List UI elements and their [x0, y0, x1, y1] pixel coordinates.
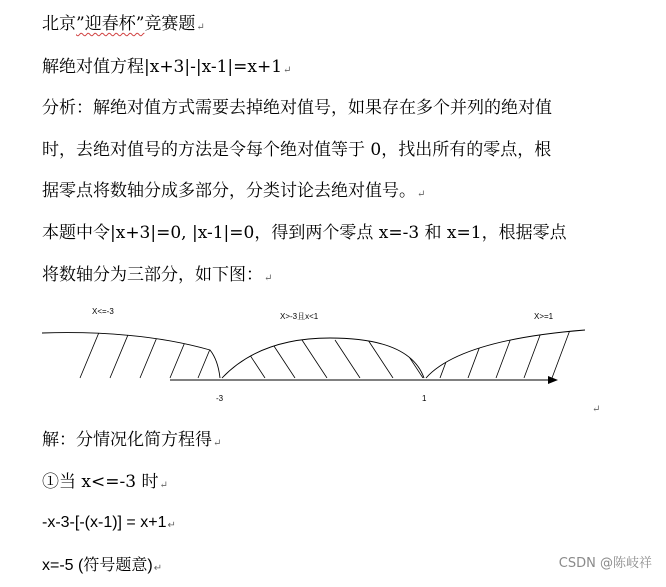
analysis-line-1: 分析：解绝对值方式需要去掉绝对值号，如果存在多个并列的绝对值: [42, 98, 552, 118]
document-title: [42, 14, 205, 37]
analysis-line-2: 时，去绝对值号的方法是令每个绝对值等于 0，找出所有的零点，根: [42, 140, 552, 160]
title-part-contest: 竞赛题: [144, 14, 196, 34]
zeros-line-1: 本题中令|x+3|=0, |x-1|=0，得到两个零点 x=-3 和 x=1，根据零点: [42, 223, 567, 243]
paragraph-mark-icon: ↵: [167, 520, 176, 531]
solution-case-1: [42, 472, 168, 495]
title-part-quoted: ”迎春杯”: [76, 14, 145, 34]
solution-equation-text: -x-3-[-(x-1)] = x+1: [42, 514, 167, 531]
paragraph-mark-icon: ↵: [283, 65, 292, 76]
problem-text: 解绝对值方程|x+3|-|x-1|=x+1: [42, 57, 283, 77]
number-line-diagram: [40, 300, 610, 410]
axis-arrow-icon: [548, 376, 558, 384]
region-middle-label: X>-3且x<1: [280, 312, 319, 321]
solution-equation: [42, 513, 176, 535]
problem-statement: [42, 57, 291, 80]
paragraph-mark-icon: ↵: [417, 189, 426, 200]
paragraph-mark-icon: ↵: [592, 404, 601, 415]
region-left-curve: [42, 333, 220, 378]
zeros-line-2-text: 将数轴分为三部分，如下图：: [42, 265, 263, 285]
region-left-label: X<=-3: [92, 307, 114, 316]
analysis-line-3-text: 据零点将数轴分成多部分，分类讨论去绝对值号。: [42, 181, 416, 201]
region-right-hatching: [440, 330, 570, 378]
zeros-line-2: [42, 265, 272, 288]
solution-result-text: x=-5 (符号题意): [42, 557, 153, 574]
solution-result: [42, 556, 162, 578]
solution-heading: [42, 430, 221, 453]
tick-label-1: 1: [422, 394, 427, 403]
title-part-beijing: 北京: [42, 14, 76, 34]
analysis-line-3: [42, 181, 425, 204]
paragraph-mark-icon: ↵: [264, 273, 273, 284]
tick-label-minus-3: -3: [216, 394, 224, 403]
paragraph-mark-icon: ↵: [159, 480, 168, 491]
solution-case-1-text: ①当 x<=-3 时: [42, 472, 159, 492]
region-middle-hatching: [240, 340, 423, 378]
paragraph-mark-icon: ↵: [153, 563, 163, 574]
paragraph-mark-icon: ↵: [213, 438, 222, 449]
paragraph-mark-icon: ↵: [196, 22, 205, 33]
region-right-label: X>=1: [534, 312, 554, 321]
watermark: CSDN @陈岐祥: [558, 556, 652, 571]
solution-heading-text: 解：分情况化简方程得: [42, 430, 212, 450]
